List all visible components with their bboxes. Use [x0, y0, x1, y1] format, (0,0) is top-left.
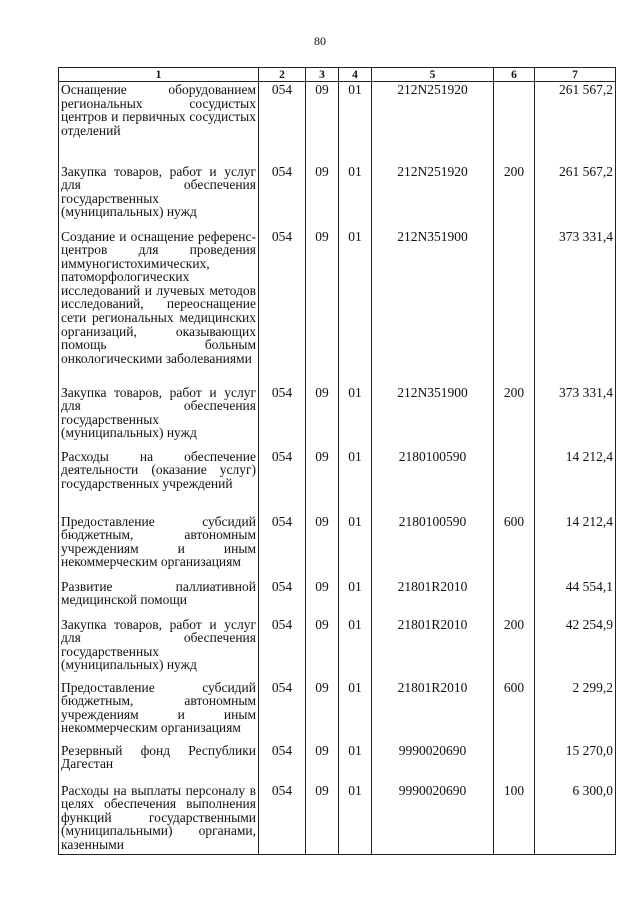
- header-col-2: 2: [259, 68, 306, 82]
- row-ministry: 054: [259, 229, 306, 385]
- row-name: Предоставление субсидий бюджетным, автономным учреждениям и иным некоммерческим организациям: [59, 514, 259, 579]
- row-name: Закупка товаров, работ и услуг для обеспечения государственных (муниципальных) нужд: [59, 617, 259, 680]
- row-expense-type: [494, 579, 535, 617]
- row-subsection: 01: [339, 449, 372, 514]
- row-ministry: 054: [259, 514, 306, 579]
- row-ministry: 054: [259, 680, 306, 743]
- row-target: 9990020690: [372, 743, 494, 783]
- row-name: Закупка товаров, работ и услуг для обеспечения государственных (муниципальных) нужд: [59, 164, 259, 229]
- header-col-3: 3: [306, 68, 339, 82]
- row-section: 09: [306, 514, 339, 579]
- row-ministry: 054: [259, 743, 306, 783]
- row-amount: 42 254,9: [535, 617, 616, 680]
- row-subsection: 01: [339, 385, 372, 449]
- row-amount: 373 331,4: [535, 385, 616, 449]
- row-expense-type: [494, 82, 535, 164]
- row-amount: 14 212,4: [535, 449, 616, 514]
- row-amount: 15 270,0: [535, 743, 616, 783]
- row-section: 09: [306, 82, 339, 164]
- table-row: [59, 229, 616, 385]
- row-amount: 14 212,4: [535, 514, 616, 579]
- row-subsection: 01: [339, 680, 372, 743]
- row-section: 09: [306, 164, 339, 229]
- row-amount: 373 331,4: [535, 229, 616, 385]
- row-subsection: 01: [339, 743, 372, 783]
- row-amount: 261 567,2: [535, 82, 616, 164]
- table-row: [59, 617, 616, 680]
- row-name: Создание и оснащение референс-центров для проведения иммуногистохимических, патоморфологических исследований и лучевых методов исследований, переоснащение сети региональных медицинских организаций, оказывающих помощь больным онкологическими заболеваниями: [59, 229, 259, 385]
- row-section: 09: [306, 743, 339, 783]
- row-expense-type: 100: [494, 783, 535, 855]
- row-target: 2180100590: [372, 449, 494, 514]
- table-row: [59, 579, 616, 617]
- row-amount: 6 300,0: [535, 783, 616, 855]
- row-name: Закупка товаров, работ и услуг для обеспечения государственных (муниципальных) нужд: [59, 385, 259, 449]
- row-section: 09: [306, 385, 339, 449]
- row-subsection: 01: [339, 514, 372, 579]
- row-expense-type: 200: [494, 164, 535, 229]
- table-row: [59, 680, 616, 743]
- header-col-4: 4: [339, 68, 372, 82]
- table-row: [59, 514, 616, 579]
- row-target: 2180100590: [372, 514, 494, 579]
- row-amount: 261 567,2: [535, 164, 616, 229]
- row-expense-type: [494, 743, 535, 783]
- row-subsection: 01: [339, 229, 372, 385]
- row-ministry: 054: [259, 617, 306, 680]
- page-number: 80: [314, 34, 326, 48]
- row-target: 9990020690: [372, 783, 494, 855]
- row-expense-type: [494, 229, 535, 385]
- row-subsection: 01: [339, 164, 372, 229]
- table-row: [59, 783, 616, 855]
- table-row: [59, 82, 616, 164]
- row-target: 212N351900: [372, 385, 494, 449]
- row-name: Оснащение оборудованием региональных сосудистых центров и первичных сосудистых отделений: [59, 82, 259, 164]
- table-row: [59, 449, 616, 514]
- row-target: 212N351900: [372, 229, 494, 385]
- row-subsection: 01: [339, 579, 372, 617]
- row-section: 09: [306, 229, 339, 385]
- row-section: 09: [306, 449, 339, 514]
- row-section: 09: [306, 617, 339, 680]
- row-target: 21801R2010: [372, 680, 494, 743]
- row-expense-type: [494, 449, 535, 514]
- budget-table: [58, 67, 616, 855]
- header-col-6: 6: [494, 68, 535, 82]
- row-section: 09: [306, 579, 339, 617]
- table-row: [59, 385, 616, 449]
- row-expense-type: 600: [494, 680, 535, 743]
- row-target: 212N251920: [372, 164, 494, 229]
- row-ministry: 054: [259, 385, 306, 449]
- row-amount: 2 299,2: [535, 680, 616, 743]
- row-ministry: 054: [259, 164, 306, 229]
- row-name: Расходы на обеспечение деятельности (оказание услуг) государственных учреждений: [59, 449, 259, 514]
- row-target: 21801R2010: [372, 579, 494, 617]
- row-expense-type: 200: [494, 385, 535, 449]
- row-name: Расходы на выплаты персоналу в целях обеспечения выполнения функций государственными (муниципальными) органами, казенными: [59, 783, 259, 855]
- row-amount: 44 554,1: [535, 579, 616, 617]
- row-target: 21801R2010: [372, 617, 494, 680]
- row-ministry: 054: [259, 783, 306, 855]
- table-row: [59, 164, 616, 229]
- row-expense-type: 600: [494, 514, 535, 579]
- row-name: Развитие паллиативной медицинской помощи: [59, 579, 259, 617]
- row-expense-type: 200: [494, 617, 535, 680]
- row-section: 09: [306, 680, 339, 743]
- header-col-1: 1: [59, 68, 259, 82]
- row-ministry: 054: [259, 449, 306, 514]
- header-col-7: 7: [535, 68, 616, 82]
- row-ministry: 054: [259, 579, 306, 617]
- row-section: 09: [306, 783, 339, 855]
- row-ministry: 054: [259, 82, 306, 164]
- row-name: Предоставление субсидий бюджетным, автономным учреждениям и иным некоммерческим организациям: [59, 680, 259, 743]
- row-subsection: 01: [339, 82, 372, 164]
- header-col-5: 5: [372, 68, 494, 82]
- header-row: [59, 68, 616, 82]
- row-subsection: 01: [339, 783, 372, 855]
- row-name: Резервный фонд Республики Дагестан: [59, 743, 259, 783]
- row-target: 212N251920: [372, 82, 494, 164]
- row-subsection: 01: [339, 617, 372, 680]
- table-row: [59, 743, 616, 783]
